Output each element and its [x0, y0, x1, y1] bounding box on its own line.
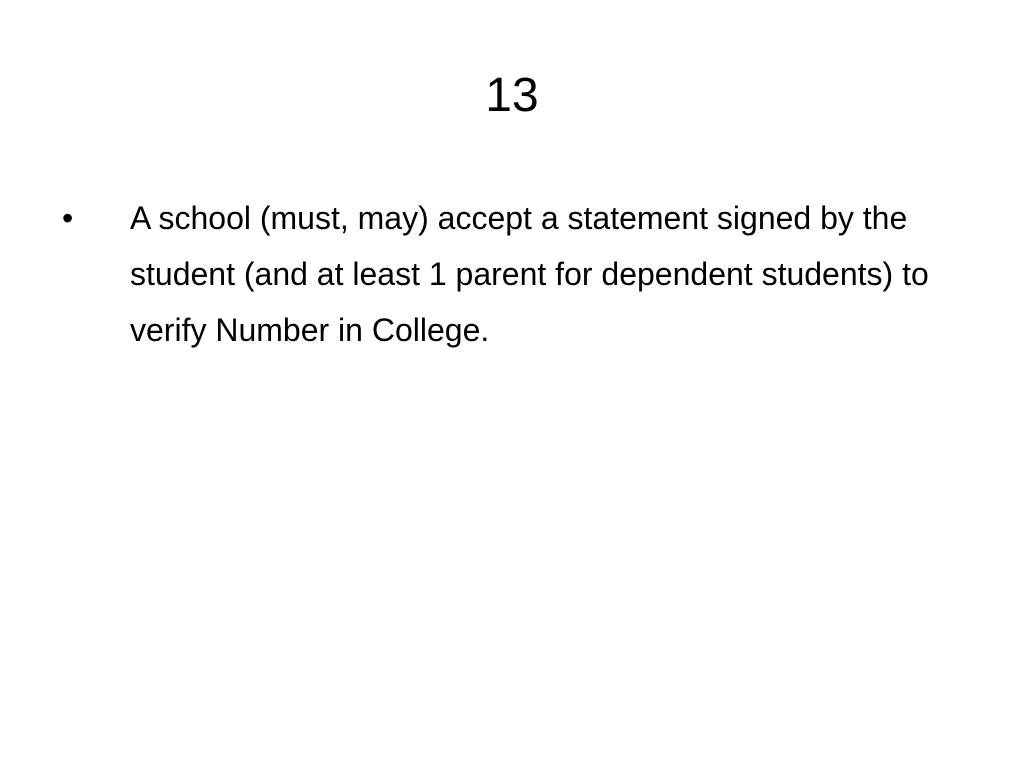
bullet-item [62, 190, 962, 358]
bullet-text: A school (must, may) accept a statement signed by the student (and at least 1 parent for dependent students) to verify Number in College. [130, 200, 929, 348]
bullet-marker: • [62, 200, 74, 236]
slide-title: 13 [485, 69, 539, 122]
bullet-list [62, 190, 962, 358]
